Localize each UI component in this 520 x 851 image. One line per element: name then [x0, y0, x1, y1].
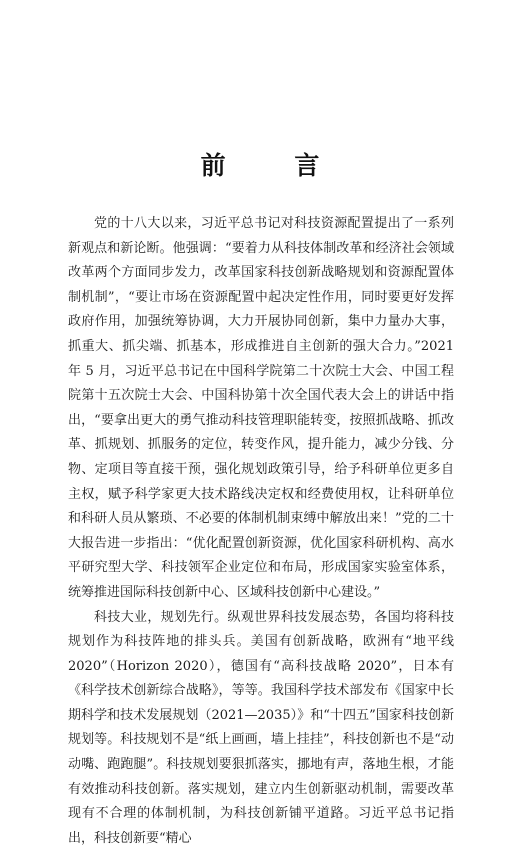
- paragraph-2: 科技大业，规划先行。纵观世界科技发展态势，各国均将科技规划作为科技阵地的排头兵。美国有创新战略，欧洲有“地平线 2020”（Horizon 2020），德国有“高科技战略 2020”，日本有《科学技术创新综合战略》，等等。我国科学技术部发布《国家中长期科学和技术发展规划（2021—2035）》和“十四五”国家科技创新规划等。科技规划不是“纸上画画，墙上挂挂”，科技创新也不是“动动嘴、跑跑腿”。科技规划要狠抓落实，挪地有声，落地生根，才能有效推动科技创新。落实规划，建立内生创新驱动机制，需要改革现有不合理的体制机制，为科技创新铺平道路。习近平总书记指出，科技创新要“精心: [68, 606, 454, 851]
- body-text: [68, 212, 454, 851]
- paragraph-1: 党的十八大以来，习近平总书记对科技资源配置提出了一系列新观点和新论断。他强调：“要着力从科技体制改革和经济社会领域改革两个方面同步发力，改革国家科技创新战略规划和资源配置体制机制”，“要让市场在资源配置中起决定性作用，同时要更好发挥政府作用，加强统筹协调，大力开展协同创新，集中力量办大事，抓重大、抓尖端、抓基本，形成推进自主创新的强大合力。”2021 年 5 月，习近平总书记在中国科学院第二十次院士大会、中国工程院第十五次院士大会、中国科协第十次全国代表大会上的讲话中指出，“要拿出更大的勇气推动科技管理职能转变，按照抓战略、抓改革、抓规划、抓服务的定位，转变作风，提升能力，减少分钱、分物、定项目等直接干预，强化规划政策引导，给予科研单位更多自主权，赋予科学家更大技术路线决定权和经费使用权，让科研单位和科研人员从繁琐、不必要的体制机制束缚中解放出来！”党的二十大报告进一步指出：“优化配置创新资源，优化国家科研机构、高水平研究型大学、科技领军企业定位和布局，形成国家实验室体系，统筹推进国际科技创新中心、区域科技创新中心建设。”: [68, 212, 454, 606]
- page-title: 前 言: [0, 146, 520, 182]
